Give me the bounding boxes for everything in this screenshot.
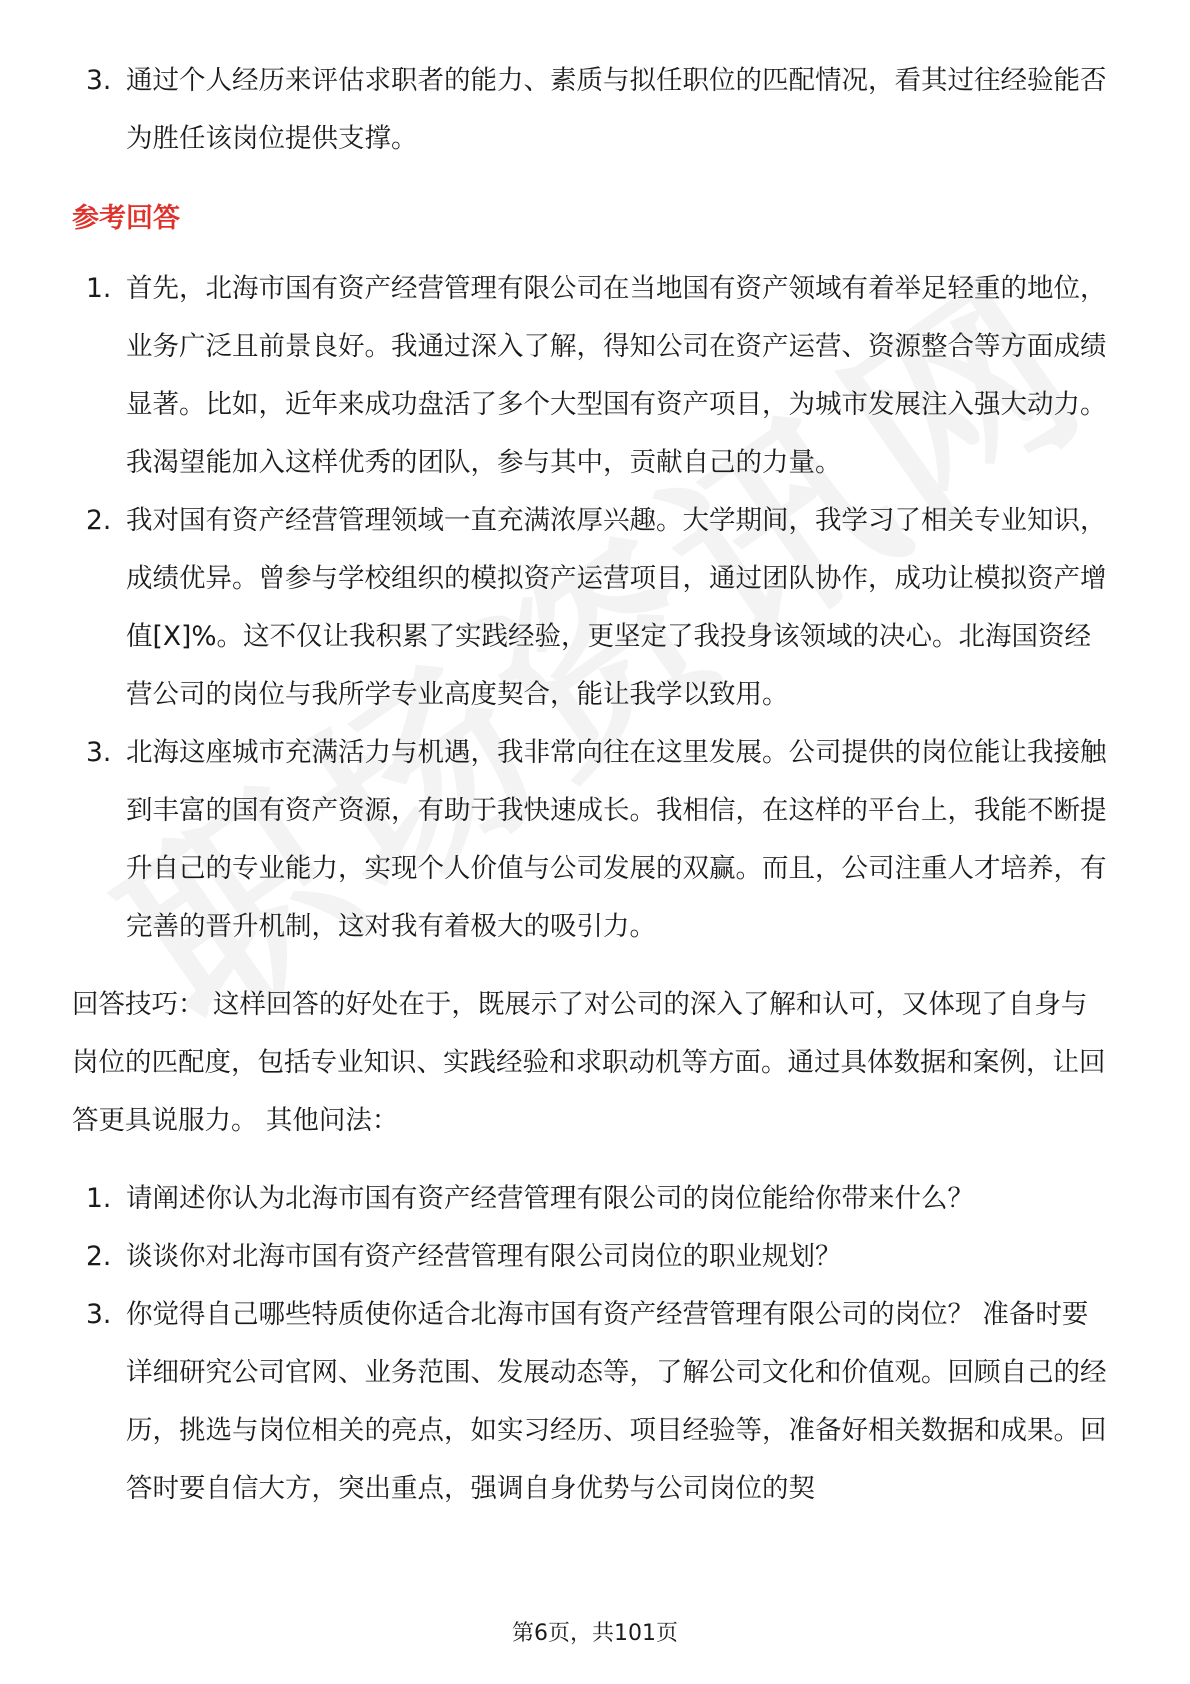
list-item-number: 3. [86,737,112,768]
list-item-text: 你觉得自己哪些特质使你适合北海市国有资产经营管理有限公司的岗位？ 准备时要详细研究公司官网、业务范围、发展动态等，了解公司文化和价值观。回顾自己的经历，挑选与岗位相关的亮点，如实习经历、项目经验等，准备好相关数据和成果。回答时要自信大方，突出重点，强调自身优势与公司岗位的契 [126,1299,1107,1504]
list-item-number: 3. [86,65,112,96]
list-item [72,724,1112,956]
list-item-number: 2. [86,505,112,536]
list-item [72,1286,1112,1518]
list-item-number: 2. [86,1241,112,1272]
tips-paragraph: 回答技巧： 这样回答的好处在于，既展示了对公司的深入了解和认可，又体现了自身与岗位的匹配度，包括专业知识、实践经验和求职动机等方面。通过具体数据和案例，让回答更具说服力。 其他问法： [72,989,1106,1136]
list-item [72,260,1112,492]
list-item-text: 通过个人经历来评估求职者的能力、素质与拟任职位的匹配情况，看其过往经验能否为胜任该岗位提供支撑。 [126,65,1107,154]
list-item-text: 请阐述你认为北海市国有资产经营管理有限公司的岗位能给你带来什么？ [126,1183,974,1214]
list-item-text: 首先，北海市国有资产经营管理有限公司在当地国有资产领域有着举足轻重的地位，业务广泛且前景良好。我通过深入了解，得知公司在资产运营、资源整合等方面成绩显著。比如，近年来成功盘活了多个大型国有资产项目，为城市发展注入强大动力。我渴望能加入这样优秀的团队，参与其中，贡献自己的力量。 [126,273,1107,478]
list-item-text: 谈谈你对北海市国有资产经营管理有限公司岗位的职业规划？ [126,1241,842,1272]
list-item-number: 1. [86,1183,112,1214]
document-page [72,52,1112,1518]
list-item-number: 1. [86,273,112,304]
answer-heading: 参考回答 [72,203,180,234]
list-item [72,492,1112,724]
answer-list [72,260,1112,956]
list-item [72,52,1112,168]
list-item [72,1170,1112,1228]
list-item [72,1228,1112,1286]
list-item-text: 我对国有资产经营管理领域一直充满浓厚兴趣。大学期间，我学习了相关专业知识，成绩优异。曾参与学校组织的模拟资产运营项目，通过团队协作，成功让模拟资产增值[X]%。这不仅让我积累了实践经验，更坚定了我投身该领域的决心。北海国资经营公司的岗位与我所学专业高度契合，能让我学以致用。 [126,505,1107,710]
page-footer: 第6页，共101页 [512,1621,678,1646]
other-questions-list [72,1170,1112,1518]
list-item-number: 3. [86,1299,112,1330]
top-list [72,52,1112,168]
list-item-text: 北海这座城市充满活力与机遇，我非常向往在这里发展。公司提供的岗位能让我接触到丰富的国有资产资源，有助于我快速成长。我相信，在这样的平台上，我能不断提升自己的专业能力，实现个人价值与公司发展的双赢。而且，公司注重人才培养，有完善的晋升机制，这对我有着极大的吸引力。 [126,737,1107,942]
